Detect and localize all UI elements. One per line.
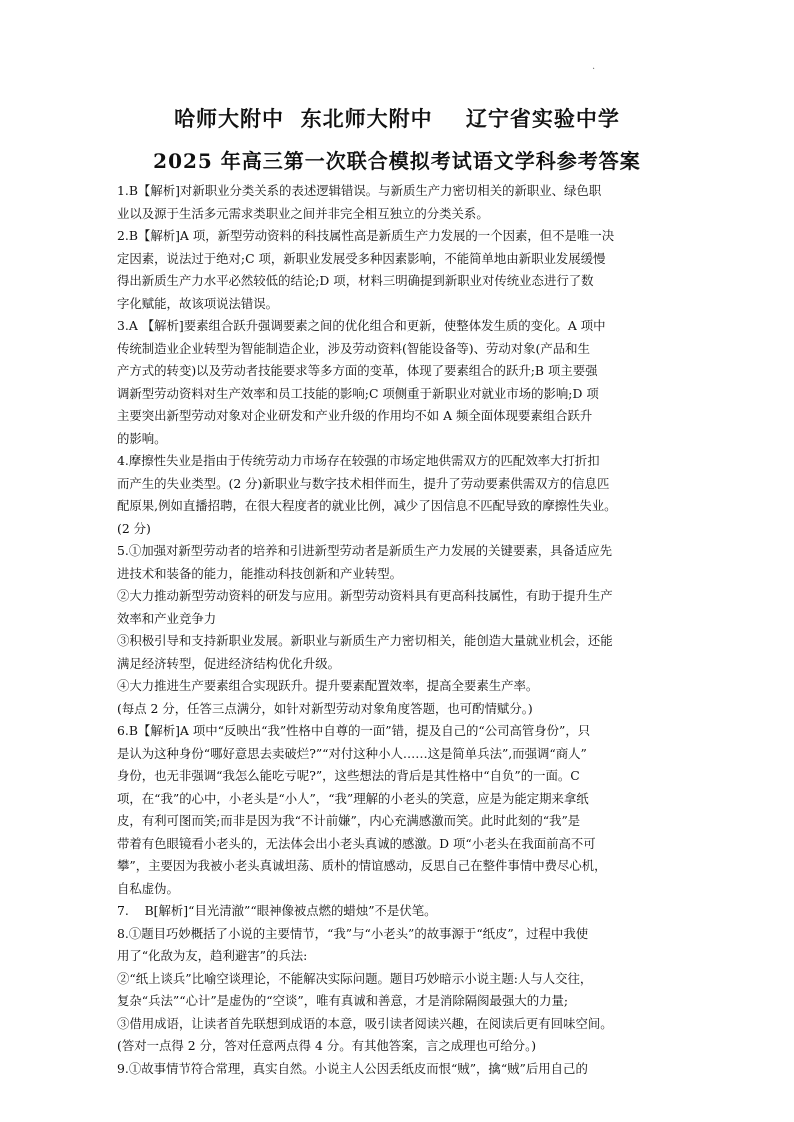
text-line: 主要突出新型劳动对象对企业研发和产业升级的作用均不如 A 频全面体现要素组合跃升	[117, 408, 593, 423]
text-line: 3.A 【解析]要素组合跃升强调要素之间的优化组合和更新，使整体发生质的变化。A 项中	[117, 318, 606, 333]
text-line: ②“纸上谈兵”比喻空谈理论，不能解决实际问题。题目巧妙暗示小说主题:人与人交往，	[117, 970, 593, 986]
text-line: 的影响。	[117, 430, 167, 446]
text-line: 1.B【解析]对新职业分类关系的表述逻辑错误。与新质生产力密切相关的新职业、绿色职	[117, 183, 602, 198]
text-line: 2.B【解析]A 项，新型劳动资料的科技属性高是新质生产力发展的一个因素，但不是唯一决	[117, 228, 615, 243]
text-line: 配原果,例如直播招聘，在很大程度者的就业比例，减少了因信息不匹配导致的摩擦性失业。	[117, 498, 617, 513]
page-title-schools: 哈师大附中 东北师大附中 辽宁省实验中学	[174, 106, 620, 131]
text-line: (答对一点得 2 分，答对任意两点得 4 分。有其他答案，言之成理也可给分。)	[117, 1038, 537, 1053]
text-line: 效率和产业竞争力	[117, 610, 217, 626]
text-line: 4.摩擦性失业是指由于传统劳动力市场存在较强的市场定地供需双方的匹配效率大打折扣	[117, 453, 600, 468]
text-line: 5.①加强对新型劳动者的培养和引进新型劳动者是新质生产力发展的关键要素，具备适应先	[117, 543, 613, 558]
text-line: 字化赋能，故该项说法错误。	[117, 295, 279, 311]
text-line: 传统制造业企业转型为智能制造企业，涉及劳动资料(智能设备等)、劳动对象(产品和生	[117, 340, 590, 356]
text-line: 满足经济转型，促进经济结构优化升级。	[117, 655, 341, 671]
text-line: 项，在“我”的心中，小老头是“小人”，“我”理解的小老头的笑意，应是为能定期来拿纸	[117, 790, 589, 806]
text-line: ②大力推动新型劳动资料的研发与应用。新型劳动资料具有更高科技属性，有助于提升生产	[117, 588, 613, 603]
text-line: 调新型劳动资料对生产效率和员工技能的影响;C 项侧重于新职业对就业市场的影响;D 项	[117, 385, 599, 401]
text-line: ④大力推进生产要素组合实现跃升。提升要素配置效率，提高全要素生产率。	[117, 678, 539, 693]
text-line: 得出新质生产力水平必然较低的结论;D 项，材料三明确提到新职业对传统业态进行了数	[117, 273, 594, 288]
text-line: ③积极引导和支持新职业发展。新职业与新质生产力密切相关，能创造大量就业机会，还能	[117, 633, 613, 648]
text-line: 7. B[解析]“目光清澈”“眼神像被点燃的蜡烛”不是伏笔。	[117, 903, 437, 918]
text-line: 9.①故事情节符合常理，真实自然。小说主人公因丢纸皮而恨“贼”，擒“贼”后用自己的	[117, 1060, 588, 1076]
text-line: 产方式的转变)以及劳动者技能要求等多方面的变革，体现了要素组合的跃升;B 项主要强	[117, 363, 598, 378]
text-line: 攀”，主要因为我被小老头真诚坦荡、质朴的情谊感动，反思自己在整件事情中费尽心机，	[117, 858, 607, 873]
text-line: ③借用成语，让读者首先联想到成语的本意，吸引读者阅读兴趣，在阅读后更有回味空间。	[117, 1015, 613, 1031]
text-line: 是认为这种身份“哪好意思去卖破烂?”“对付这种小人……这是简单兵法”,而强调“商人”	[117, 745, 587, 761]
text-line: (2 分)	[117, 520, 151, 536]
text-line: 自私虚伪。	[117, 880, 179, 896]
answer-content	[117, 180, 683, 1080]
text-line: 6.B【解析]A 项中“反映出“我”性格中自尊的一面”错，提及自己的“公司高管身份”，只	[117, 723, 591, 738]
text-line: 皮，有利可图而笑;而非是因为我“不计前嫌”，内心充满感激而笑。此时此刻的“我”是	[117, 813, 581, 828]
text-line: 业以及源于生活多元需求类职业之间并非完全相互独立的分类关系。	[117, 205, 489, 221]
text-line: 用了“化敌为友，趋利避害”的兵法:	[117, 948, 308, 963]
text-line: 带着有色眼镜看小老头的，无法体会出小老头真诚的感激。D 项“小老头在我面前高不可	[117, 835, 596, 851]
text-line: 复杂“兵法”“心计”是虚伪的“空谈”，唯有真诚和善意，才是消除隔阂最强大的力量;	[117, 993, 569, 1008]
text-line: 进技术和装备的能力，能推动科技创新和产业转型。	[117, 565, 402, 581]
scan-mark: ·	[592, 64, 596, 75]
text-line: 而产生的失业类型。(2 分)新职业与数字技术相伴而生，提升了劳动要素供需双方的信息匹	[117, 475, 610, 491]
text-line: 8.①题目巧妙概括了小说的主要情节，“我”与“小老头”的故事源于“纸皮”，过程中我使	[117, 925, 589, 941]
text-line: 定因素，说法过于绝对;C 项，新职业发展受多种因素影响，不能简单地由新职业发展缓慢	[117, 250, 606, 266]
page-title-exam: 2025 年高三第一次联合模拟考试语文学科参考答案	[153, 149, 641, 173]
text-line: (每点 2 分，任答三点满分，如针对新型劳动对象角度答题，也可酌情赋分。)	[117, 700, 533, 716]
text-line: 身份，也无非强调“我怎么能吃亏呢?”，这些想法的背后是其性格中“自负”的一面。C	[117, 768, 580, 783]
